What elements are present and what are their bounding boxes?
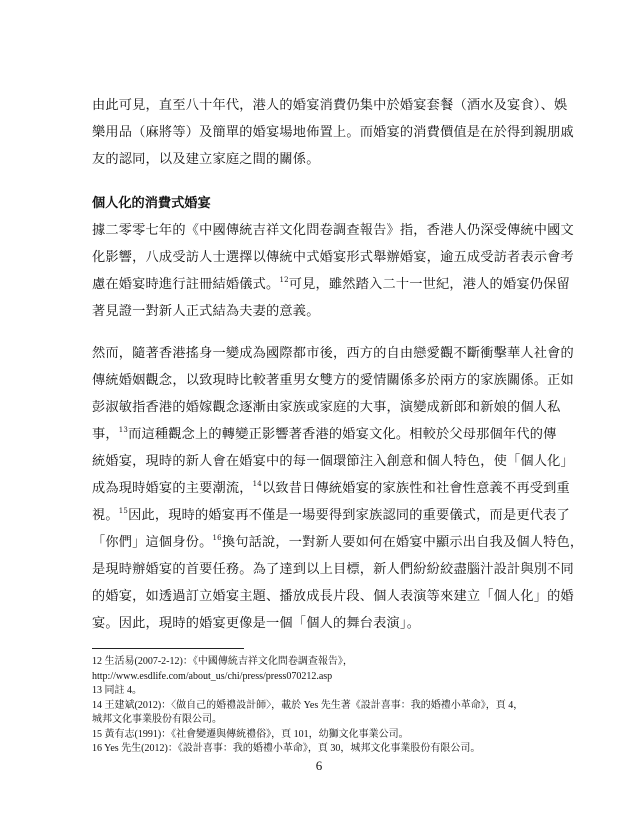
paragraph-3-line	[92, 475, 570, 502]
paragraph-2-line: 著見證一對新人正式結為夫妻的意義。	[92, 304, 320, 319]
paragraph-2-line	[92, 271, 570, 298]
footnote-13: 13 同註 4。	[92, 685, 142, 696]
text-run: 慮在婚宴時進行註冊結婚儀式。	[92, 277, 280, 292]
paragraph-3-line	[92, 502, 570, 529]
footnote-12-url-link[interactable]: http://www.esdlife.com/about_us/chi/press/press070212.asp	[92, 670, 333, 682]
footnote-12: 12 生活易(2007-2-12)：《中國傳統吉祥文化問卷調查報告》，	[92, 656, 353, 667]
footnote-ref-12[interactable]: 12	[279, 276, 289, 284]
paragraph-1-line: 友的認同，以及建立家庭之間的關係。	[92, 152, 320, 167]
paragraph-3-line: 傳統婚姻觀念，以致現時比較著重男女雙方的愛情關係多於兩方的家族關係。正如	[92, 373, 574, 388]
text-run: 以致昔日傳統婚宴的家族性和社會性意義不再受到重	[261, 481, 570, 496]
paragraph-1-line: 由此可見，直至八十年代，港人的婚宴消費仍集中於婚宴套餐（酒水及宴食）、娛	[92, 98, 568, 113]
text-run: 可見，雖然踏入二十一世紀，港人的婚宴仍保留	[288, 277, 570, 292]
paragraph-2-line: 據二零零七年的《中國傳統吉祥文化問卷調查報告》指，香港人仍深受傳統中國文	[92, 223, 574, 238]
text-run: 「你們」這個身份。	[92, 535, 213, 550]
footnote-14: 14 王建斌(2012)：〈做自己的婚禮設計師〉，載於 Yes 先生著《設計喜事：我的婚禮小革命》，頁 4，	[92, 699, 524, 711]
page-number: 6	[315, 758, 323, 773]
footnote-ref-13[interactable]: 13	[118, 426, 129, 434]
paragraph-3-line: 的婚宴，如透過訂立婚宴主題、播放成長片段、個人表演等來建立「個人化」的婚	[92, 589, 574, 604]
paragraph-3-line	[92, 529, 584, 556]
footnote-16: 16 Yes 先生(2012)：《設計喜事：我的婚禮小革命》，頁 30，城邦文化事業股份有限公司。	[92, 743, 481, 754]
text-run: 視。	[92, 508, 119, 523]
paragraph-1	[92, 92, 574, 173]
paragraph-3-line: 宴。因此，現時的婚宴更像是一個「個人的舞台表演」。	[92, 616, 421, 631]
footnotes	[92, 655, 562, 757]
paragraph-3	[92, 340, 584, 637]
text-run: 而這種觀念上的轉變正影響著香港的婚宴文化。相較於父母那個年代的傳	[128, 427, 557, 442]
footnote-ref-14[interactable]: 14	[252, 480, 262, 488]
paragraph-2-line: 化影響，八成受訪人士選擇以傳統中式婚宴形式舉辦婚宴，逾五成受訪者表示會考	[92, 250, 574, 265]
footnote-ref-16[interactable]: 16	[212, 534, 222, 542]
section-heading: 個人化的消費式婚宴	[92, 196, 211, 211]
footnote-14-continued: 城邦文化事業股份有限公司。	[92, 714, 222, 725]
footnote-divider	[92, 648, 244, 649]
paragraph-2	[92, 217, 574, 325]
text-run: 成為現時婚宴的主要潮流，	[92, 481, 253, 496]
paragraph-3-line: 彭淑敏指香港的婚嫁觀念逐漸由家族或家庭的大事，演變成新郎和新娘的個人私	[92, 400, 561, 415]
text-run: 因此，現時的婚宴再不僅是一場要得到家族認同的重要儀式，而是更代表了	[128, 508, 570, 523]
paragraph-3-line: 然而，隨著香港搖身一變成為國際都市後，西方的自由戀愛觀不斷衝擊華人社會的	[92, 346, 574, 361]
footnote-ref-15[interactable]: 15	[118, 507, 129, 515]
paragraph-3-line	[92, 421, 557, 448]
text-run: 事，	[92, 427, 119, 442]
paragraph-3-line: 統婚宴，現時的新人會在婚宴中的每一個環節注入創意和個人特色，使「個人化」	[92, 454, 574, 469]
paragraph-1-line: 樂用品（麻將等）及簡單的婚宴場地佈置上。而婚宴的消費價值是在於得到親朋戚	[92, 125, 574, 140]
footnote-15: 15 黃有志(1991)：《社會變遷與傳統禮俗》，頁 101，幼獅文化事業公司。	[92, 728, 409, 740]
paragraph-3-line: 是現時辦婚宴的首要任務。為了達到以上目標，新人們紛紛絞盡腦汁設計與別不同	[92, 562, 574, 577]
text-run: 換句話說，一對新人要如何在婚宴中顯示出自我及個人特色，	[221, 535, 584, 550]
